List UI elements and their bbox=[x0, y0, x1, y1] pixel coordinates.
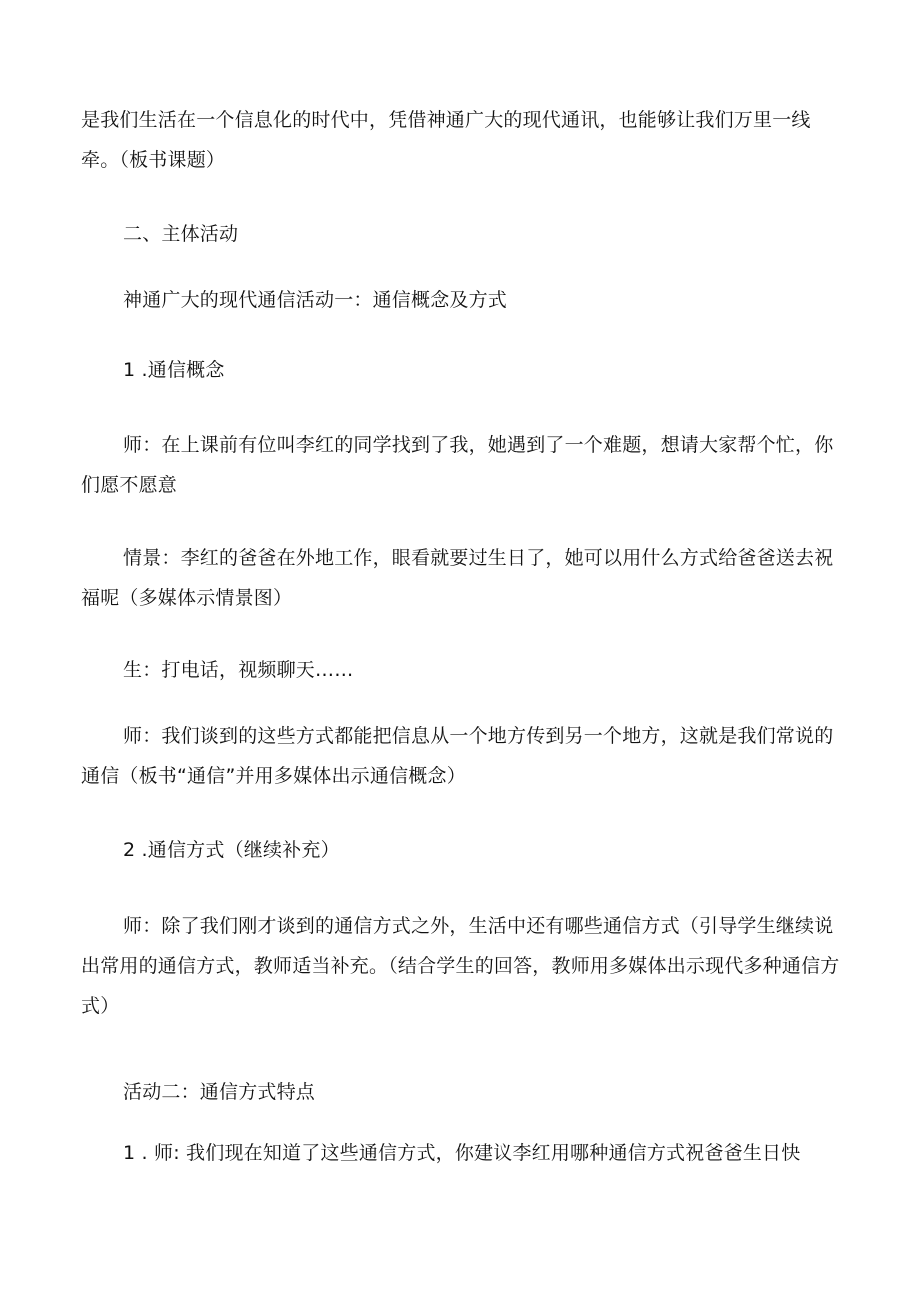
paragraph-teacher-explanation: 师：我们谈到的这些方式都能把信息从一个地方传到另一个地方，这就是我们常说的通信（板书“通信”并用多媒体出示通信概念） bbox=[81, 725, 834, 787]
paragraph-scenario: 情景：李红的爸爸在外地工作，眼看就要过生日了，她可以用什么方式给爸爸送去祝福呢（多媒体示情景图） bbox=[81, 547, 834, 609]
paragraph-teacher-methods: 师：除了我们刚才谈到的通信方式之外，生活中还有哪些通信方式（引导学生继续说出常用的通信方式，教师适当补充。（结合学生的回答，教师用多媒体出示现代多种通信方式） bbox=[81, 915, 840, 1017]
paragraph-student-answer: 生：打电话，视频聊天…… bbox=[123, 659, 354, 681]
subheading-communication-concept: 1 .通信概念 bbox=[123, 359, 225, 381]
subheading-communication-methods: 2 .通信方式（继续补充） bbox=[123, 839, 340, 861]
paragraph-intro: 是我们生活在一个信息化的时代中，凭借神通广大的现代通讯，也能够让我们万里一线牵。（板书课题） bbox=[81, 109, 811, 171]
paragraph-teacher-suggestion: 1 . 师: 我们现在知道了这些通信方式，你建议李红用哪种通信方式祝爸爸生日快 bbox=[123, 1142, 801, 1164]
activity-one-heading: 神通广大的现代通信活动一：通信概念及方式 bbox=[123, 289, 508, 311]
section-heading-main-activity: 二、主体活动 bbox=[123, 223, 239, 245]
activity-two-heading: 活动二：通信方式特点 bbox=[123, 1081, 316, 1103]
paragraph-teacher-question: 师：在上课前有位叫李红的同学找到了我，她遇到了一个难题，想请大家帮个忙，你们愿不愿意 bbox=[81, 434, 834, 496]
